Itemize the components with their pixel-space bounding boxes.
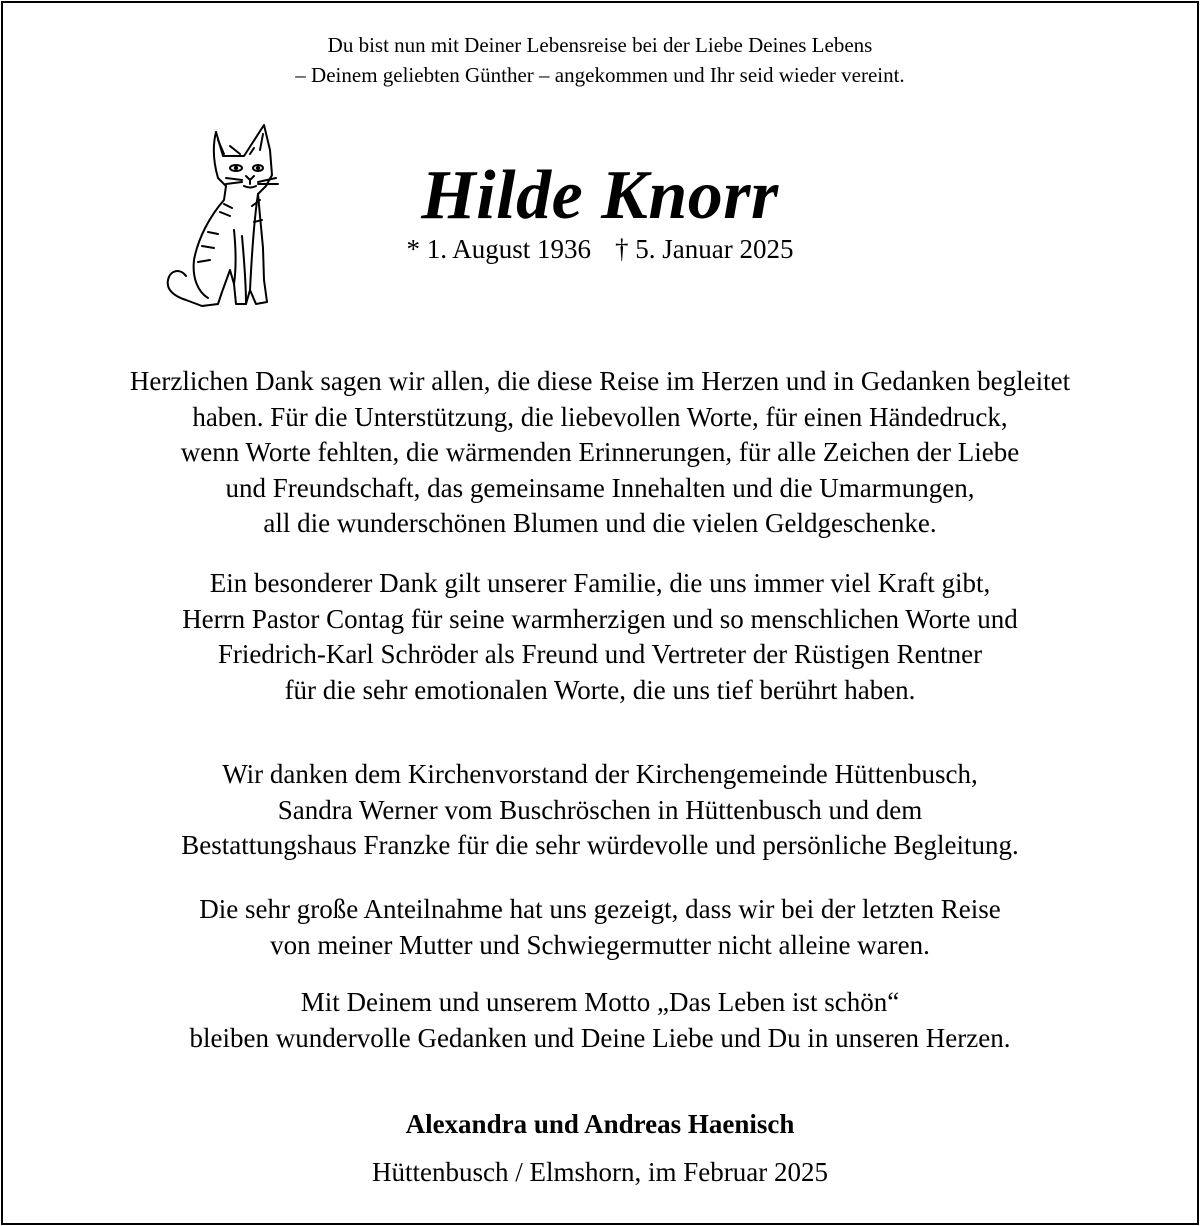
text-line: und Freundschaft, das gemeinsame Innehalten und die Umarmungen, bbox=[225, 472, 975, 503]
text-line: Sandra Werner vom Buschröschen in Hüttenbusch und dem bbox=[277, 794, 923, 825]
text-line: Herrn Pastor Contag für seine warmherzigen und so menschlichen Worte und bbox=[182, 603, 1018, 634]
text-line: Mit Deinem und unserem Motto „Das Leben ist schön“ bbox=[300, 987, 900, 1017]
life-dates bbox=[0, 232, 1200, 266]
text-line: für die sehr emotionalen Worte, die uns tief berührt haben. bbox=[284, 674, 916, 705]
death-date: † 5. Januar 2025 bbox=[615, 234, 794, 264]
sympathy-paragraph bbox=[0, 892, 1200, 963]
deceased-name: Hilde Knorr bbox=[421, 157, 779, 234]
signer-names: Alexandra und Andreas Haenisch bbox=[405, 1109, 795, 1139]
text-line: von meiner Mutter und Schwiegermutter nicht alleine waren. bbox=[270, 929, 930, 960]
text-line: Bestattungshaus Franzke für die sehr würdevolle und persönliche Begleitung. bbox=[181, 830, 1019, 860]
motto-paragraph bbox=[0, 985, 1200, 1056]
text-line: all die wunderschönen Blumen und die vielen Geldgeschenke. bbox=[263, 508, 937, 538]
text-line: Herzlichen Dank sagen wir allen, die diese Reise im Herzen und in Gedanken begleitet bbox=[129, 366, 1071, 396]
family-thanks-paragraph bbox=[0, 566, 1200, 708]
intro-verse bbox=[0, 30, 1200, 90]
text-line: wenn Worte fehlten, die wärmenden Erinnerungen, für alle Zeichen der Liebe bbox=[180, 437, 1020, 467]
place-and-date: Hüttenbusch / Elmshorn, im Februar 2025 bbox=[372, 1157, 828, 1187]
intro-line: Du bist nun mit Deiner Lebensreise bei der Liebe Deines Lebens bbox=[327, 33, 873, 57]
intro-line: – Deinem geliebten Günther – angekommen und Ihr seid wieder vereint. bbox=[295, 63, 905, 87]
text-line: Die sehr große Anteilnahme hat uns gezeigt, dass wir bei der letzten Reise bbox=[199, 894, 1001, 924]
birth-date: * 1. August 1936 bbox=[406, 234, 592, 264]
text-line: haben. Für die Unterstützung, die liebevollen Worte, für einen Händedruck, bbox=[192, 401, 1008, 432]
church-thanks-paragraph bbox=[0, 757, 1200, 864]
text-line: Wir danken dem Kirchenvorstand der Kirchengemeinde Hüttenbusch, bbox=[222, 759, 978, 789]
text-line: Ein besonderer Dank gilt unserer Familie, die uns immer viel Kraft gibt, bbox=[209, 568, 991, 598]
text-line: Friedrich-Karl Schröder als Freund und Vertreter der Rüstigen Rentner bbox=[217, 639, 983, 669]
text-line: bleiben wundervolle Gedanken und Deine Liebe und Du in unseren Herzen. bbox=[189, 1022, 1011, 1053]
thanks-paragraph bbox=[0, 364, 1200, 542]
